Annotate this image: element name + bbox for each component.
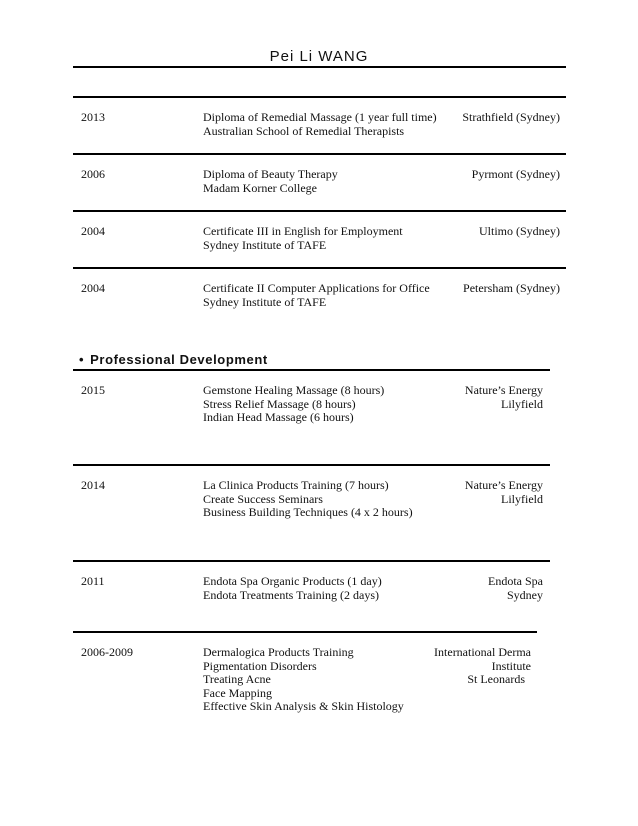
education-location [479, 225, 560, 239]
pd-details [203, 479, 413, 520]
pd-detail-line: Stress Relief Massage (8 hours) [203, 396, 356, 411]
resume-name: Pei Li WANG [269, 48, 369, 65]
pd-year: 2014 [81, 478, 105, 492]
pd-location [465, 384, 543, 411]
pd-detail-line: Pigmentation Disorders [203, 658, 317, 673]
pd-detail-line: Endota Treatments Training (2 days) [203, 587, 379, 602]
pd-detail-line: Indian Head Massage (6 hours) [203, 410, 354, 424]
header-rule [73, 66, 566, 68]
pd-location-line: Endota Spa [488, 574, 543, 588]
pd-location [465, 479, 543, 506]
section-heading-label: Professional Development [90, 352, 268, 367]
education-location-line: Ultimo (Sydney) [479, 224, 560, 238]
pd-location-line: International Derma [434, 645, 531, 659]
education-detail-line: Diploma of Remedial Massage (1 year full time) [203, 110, 437, 124]
pd-detail-line: Effective Skin Analysis & Skin Histology [203, 699, 404, 713]
education-details [203, 282, 430, 309]
education-rule-2 [73, 210, 566, 212]
section-heading-professional-development [79, 352, 268, 367]
education-location-line: Pyrmont (Sydney) [471, 167, 560, 181]
education-detail-line: Sydney Institute of TAFE [203, 237, 327, 252]
education-detail-line: Certificate II Computer Applications for Office [203, 281, 430, 295]
pd-location-line: Sydney [507, 587, 543, 602]
pd-location-line: Institute [491, 658, 531, 673]
education-year: 2004 [81, 224, 105, 238]
pd-year: 2006-2009 [81, 645, 133, 659]
pd-year: 2015 [81, 383, 105, 397]
pd-rule [73, 631, 537, 633]
education-year: 2013 [81, 110, 105, 124]
pd-location-line: Lilyfield [501, 396, 543, 411]
education-detail-line: Diploma of Beauty Therapy [203, 167, 338, 181]
education-detail-line: Madam Korner College [203, 180, 317, 195]
education-details [203, 225, 403, 252]
bullet-icon: • [79, 352, 85, 367]
pd-location-line: Nature’s Energy [464, 478, 543, 492]
pd-detail-line: Gemstone Healing Massage (8 hours) [203, 383, 385, 397]
education-detail-line: Certificate III in English for Employment [203, 224, 403, 238]
education-location-line: Petersham (Sydney) [463, 281, 560, 295]
pd-details [203, 384, 384, 425]
education-rule-1 [73, 153, 566, 155]
education-location [472, 168, 560, 182]
pd-detail-line: Dermalogica Products Training [203, 645, 354, 659]
pd-year: 2011 [81, 574, 105, 588]
education-detail-line: Australian School of Remedial Therapists [203, 123, 405, 138]
pd-rule [73, 464, 550, 466]
education-rule-0 [73, 96, 566, 98]
education-rule-3 [73, 267, 566, 269]
pd-location [488, 575, 543, 602]
education-year: 2006 [81, 167, 105, 181]
pd-location-line: St Leonards [467, 672, 525, 686]
pd-detail-line: La Clinica Products Training (7 hours) [203, 478, 389, 492]
pd-rule [73, 560, 550, 562]
education-detail-line: Sydney Institute of TAFE [203, 294, 327, 309]
pd-details [203, 646, 404, 714]
section-rule [73, 369, 550, 371]
education-year: 2004 [81, 281, 105, 295]
education-details [203, 168, 338, 195]
pd-detail-line: Treating Acne [203, 672, 271, 686]
pd-location [434, 646, 531, 687]
education-details [203, 111, 437, 138]
pd-detail-line: Create Success Seminars [203, 491, 323, 506]
education-location [463, 282, 560, 296]
pd-detail-line: Business Building Techniques (4 x 2 hours) [203, 505, 413, 519]
pd-location-line: Lilyfield [501, 491, 543, 506]
pd-location-line: Nature’s Energy [464, 383, 543, 397]
pd-details [203, 575, 382, 602]
education-location-line: Strathfield (Sydney) [462, 110, 560, 124]
pd-detail-line: Endota Spa Organic Products (1 day) [203, 574, 382, 588]
pd-detail-line: Face Mapping [203, 685, 272, 700]
education-location [462, 111, 560, 125]
